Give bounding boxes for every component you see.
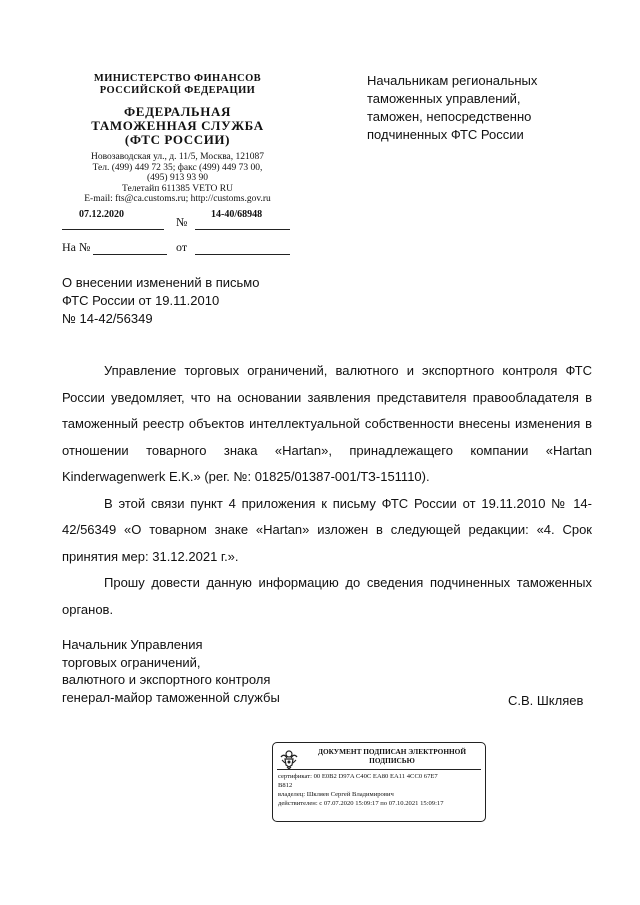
subject-line: ФТС России от 19.11.2010	[62, 293, 220, 308]
reference-number-underline	[93, 254, 167, 255]
stamp-validity: действителен: с 07.07.2020 15:09:17 по 07.10.2021 15:09:17	[278, 800, 444, 807]
service-line-3: (ФТС РОССИИ)	[124, 132, 231, 147]
body-paragraph-1: Управление торговых ограничений, валютного и экспортного контроля ФТС России уведомляет, что на основании заявления представителя правообладателя в таможенный реестр объектов интеллектуальной собственности внесены изменения в отношении товарного знака «Hartan», принадлежащего компании «Hartan Kinderwagenwerk E.K.» (рег. №: 01825/01387-001/ТЗ-151110).	[62, 363, 592, 484]
teletype-line: Телетайп 611385 VETO RU	[122, 183, 233, 194]
signatory-name: С.В. Шкляев	[508, 693, 584, 708]
stamp-certificate: сертификат: 00 E0B2 D97A C40C EA80 EA11 4CC0 67E7	[278, 773, 438, 780]
service-line-1: ФЕДЕРАЛЬНАЯ	[124, 104, 231, 119]
stamp-title-line: ПОДПИСЬЮ	[369, 756, 415, 765]
phone-line-2: (495) 913 93 90	[147, 173, 208, 183]
letterhead-address	[50, 152, 305, 205]
addressee-line: Начальникам региональных	[367, 73, 538, 88]
date-underline	[62, 229, 164, 230]
position-line: генерал-майор таможенной службы	[62, 689, 280, 705]
stamp-details	[278, 772, 482, 808]
email-line: E-mail: fts@ca.customs.ru; http://customs.gov.ru	[84, 194, 271, 204]
addressee-line: таможен, непосредственно	[367, 109, 532, 124]
ministry-heading	[50, 73, 305, 97]
reference-date-underline	[195, 254, 290, 255]
body-paragraph-3: Прошу довести данную информацию до сведения подчиненных таможенных органов.	[62, 575, 592, 617]
ministry-line-1: МИНИСТЕРСТВО ФИНАНСОВ	[93, 73, 262, 84]
ministry-line-2: РОССИЙСКОЙ ФЕДЕРАЦИИ	[99, 85, 256, 96]
stamp-title	[303, 747, 481, 765]
reference-from-label: от	[176, 240, 188, 254]
number-sign: №	[176, 215, 188, 229]
address-line: Новозаводская ул., д. 11/5, Москва, 121087	[90, 152, 265, 162]
position-line: торговых ограничений,	[62, 654, 201, 670]
reference-label: На №	[62, 240, 91, 254]
e-signature-stamp	[272, 742, 486, 822]
service-line-2: ТАМОЖЕННАЯ СЛУЖБА	[91, 118, 264, 133]
subject-block	[62, 274, 322, 328]
stamp-divider	[277, 769, 481, 770]
addressee-block	[367, 72, 607, 144]
addressee-line: подчиненных ФТС России	[367, 127, 524, 142]
body-paragraph-2: В этой связи пункт 4 приложения к письму ФТС России от 19.11.2010 № 14-42/56349 «О товарном знаке «Hartan» изложен в следующей редакции: «4. Срок принятия мер: 31.12.2021 г.».	[62, 495, 592, 564]
letter-body	[62, 358, 592, 623]
service-heading	[50, 105, 305, 147]
position-line: валютного и экспортного контроля	[62, 672, 271, 687]
stamp-title-line: ДОКУМЕНТ ПОДПИСАН ЭЛЕКТРОННОЙ	[317, 747, 467, 756]
position-line: Начальник Управления	[62, 637, 203, 652]
stamp-certificate-cont: B812	[278, 782, 293, 789]
emblem-icon	[278, 747, 300, 769]
outgoing-number: 14-40/68948	[211, 209, 263, 220]
subject-line: О внесении изменений в письмо	[62, 275, 260, 290]
number-underline	[195, 229, 290, 230]
phone-line: Тел. (499) 449 72 35; факс (499) 449 73 00,	[92, 162, 263, 173]
addressee-line: таможенных управлений,	[367, 91, 521, 106]
signatory-position	[62, 636, 280, 706]
subject-line: № 14-42/56349	[62, 311, 153, 326]
stamp-owner: владелец: Шкляев Сергей Владимирович	[278, 791, 394, 798]
outgoing-date: 07.12.2020	[79, 209, 124, 220]
